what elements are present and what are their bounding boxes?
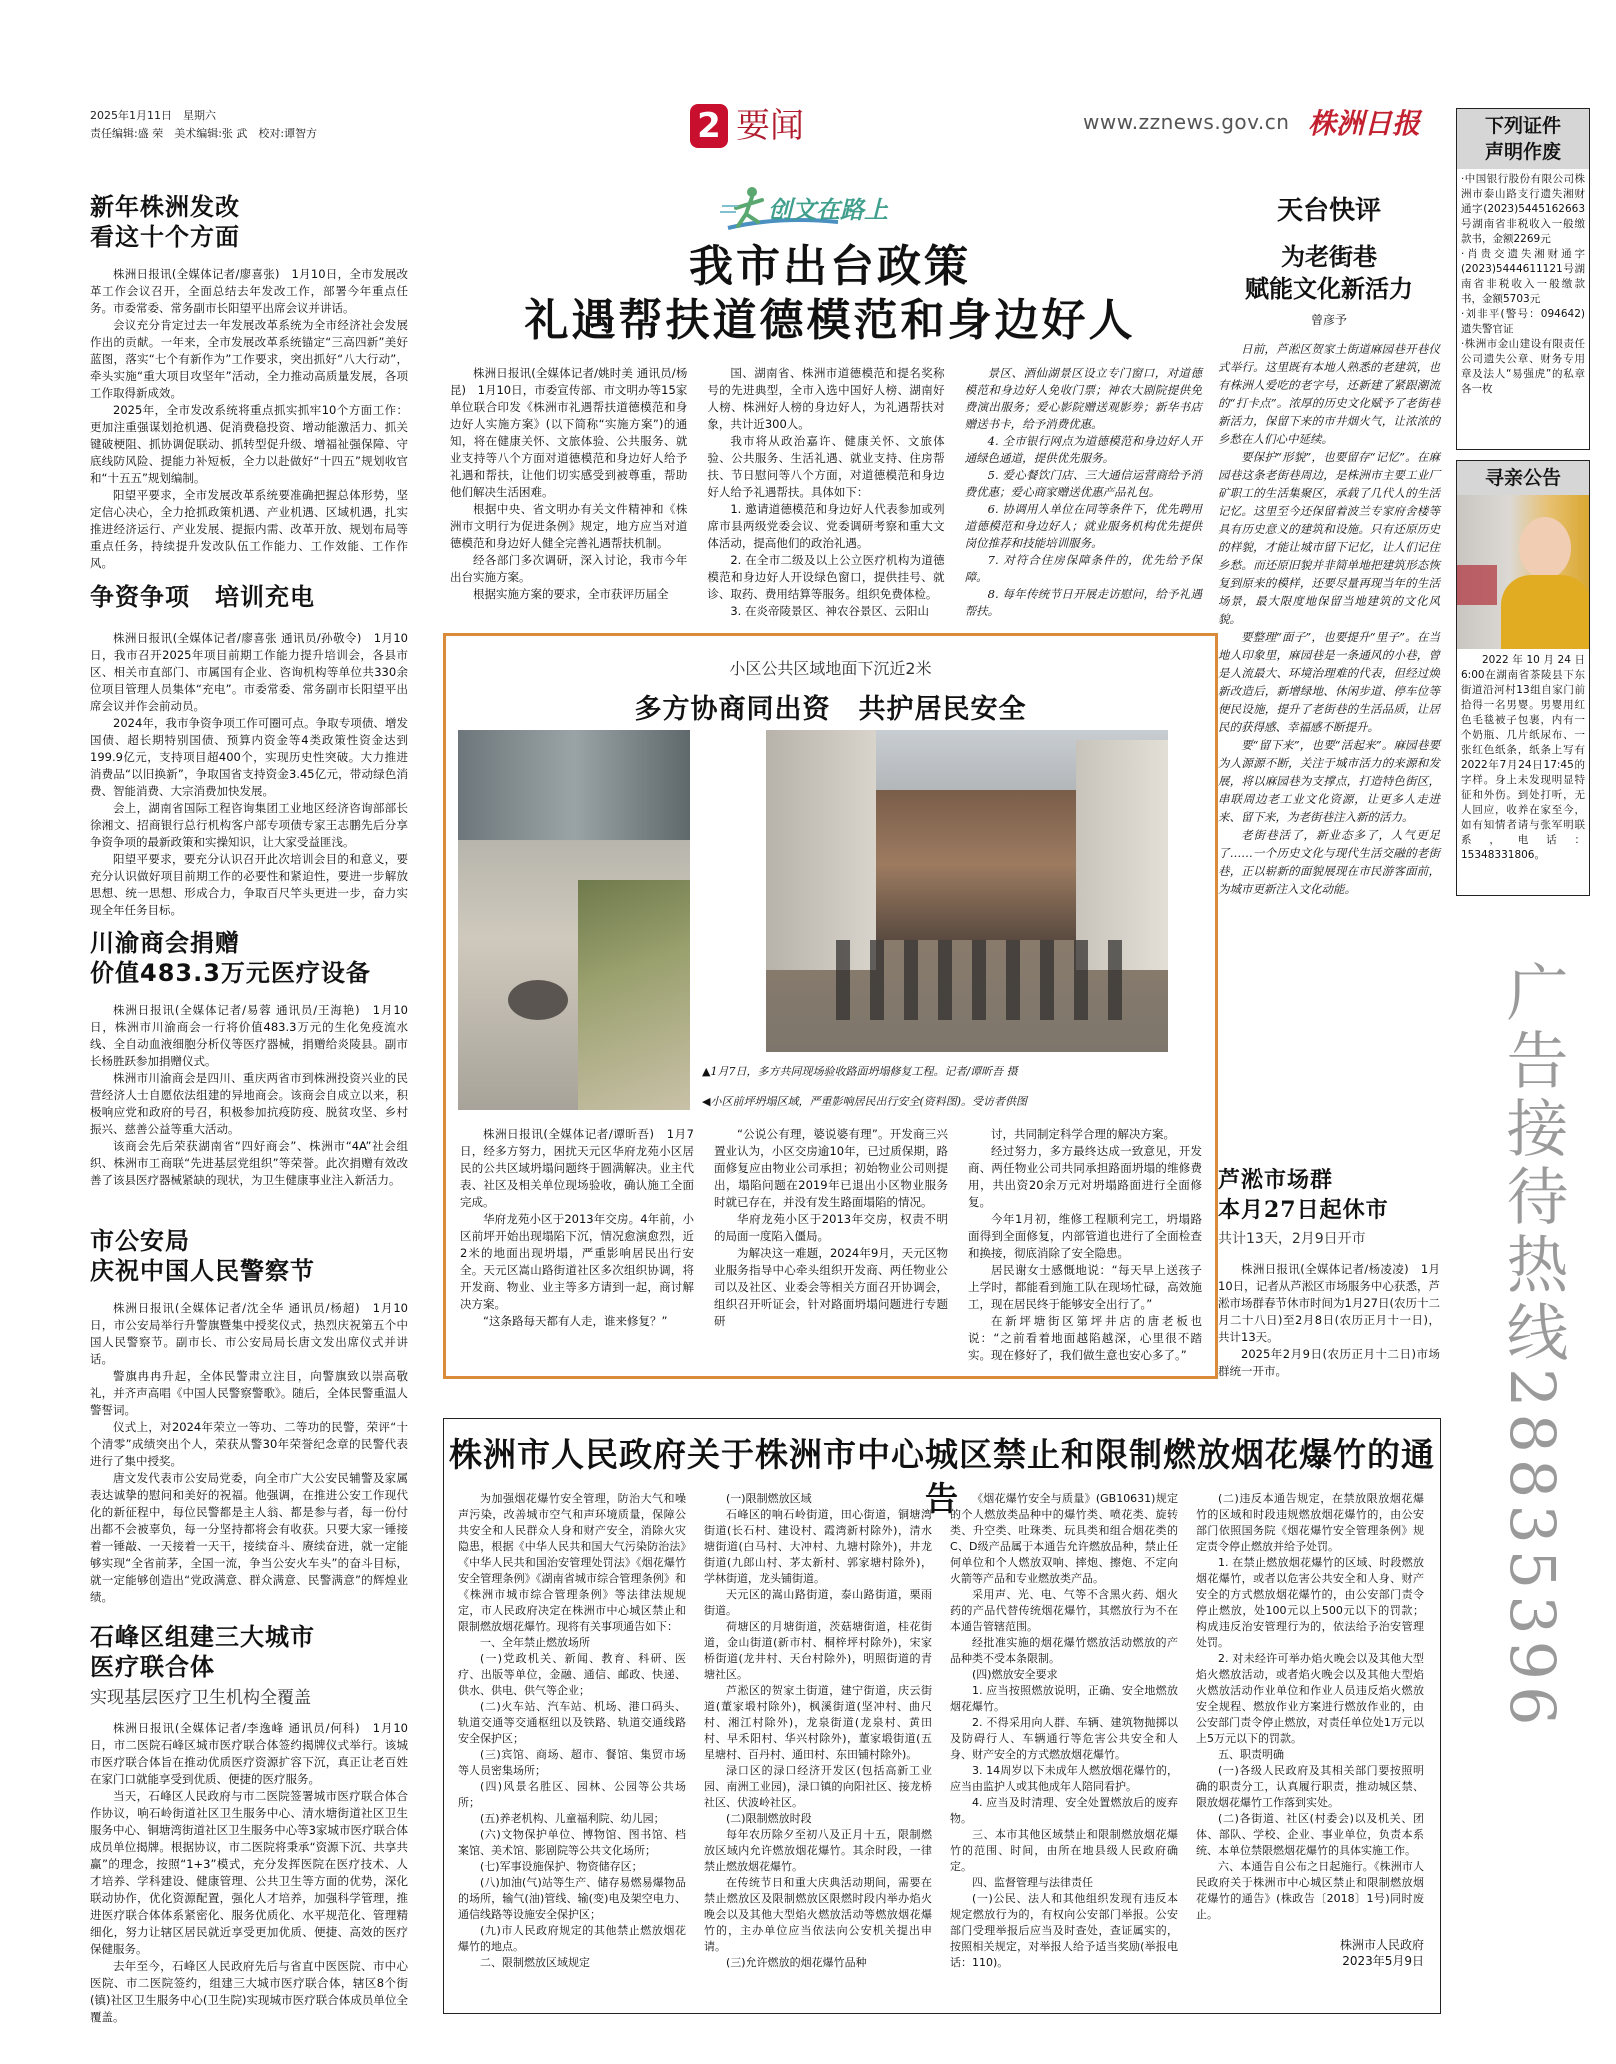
signature-date: 2023年5月9日 — [1342, 1954, 1424, 1968]
main-headline: 我市出台政策 礼遇帮扶道德模范和身边好人 — [524, 241, 1136, 346]
paragraph: 唐文发代表市公安局党委，向全市广大公安民辅警及家属表达诚挚的慰问和美好的祝福。他强调，在推进公安工作现代化的新征程中，每位民警都是主人翁、都是参与者，每一份付出都不会被辜负，每一分坚持都将会有收获。只要大家一锤接着一锤敲、一天接着一天干，接续奋斗、赓续奋进，就一定能够实现“全省前茅，全国一流，争当公安火车头”的奋斗目标，就一定能够创造出“党政满意、群众满意、民警满意”的辉煌业绩。 — [90, 1471, 408, 1604]
article-police — [90, 1226, 408, 1606]
paragraph: (四)风景名胜区、园林、公园等公共场所； — [458, 1780, 686, 1809]
paragraph: 芦淞区的贺家土街道，建宁街道，庆云街道(董家塅村除外)，枫溪街道(坚冲村、曲尺村、湘江村除外)，龙泉街道(龙泉村、黄田村、早禾阳村、华兴村除外)，董家塅街道(五星塘村、百丹村、通田村、东田铺村除外)。 — [704, 1684, 932, 1761]
void-notice-title: 下列证件 声明作废 — [1457, 109, 1589, 169]
baby-photo — [1457, 495, 1589, 649]
paragraph: 株洲市川渝商会是四川、重庆两省市到株洲投资兴业的民营经济人士自愿依法组建的异地商会。该商会自成立以来，积极响应党和政府的号召，积极参加抗疫防疫、脱贫攻坚、乡村振兴、慈善公益等重大活动。 — [90, 1071, 408, 1136]
article-body — [90, 266, 408, 572]
headline: 争资争项 培训充电 — [90, 583, 315, 611]
headline: 新年株洲发改 看这十个方面 — [90, 193, 240, 251]
paragraph: 今年1月初，维修工程顺利完工，坍塌路面得到全面修复，内部管道也进行了全面检查和换接，彻底消除了安全隐患。 — [968, 1212, 1202, 1260]
void-item: ·株洲市金山建设有限责任公司遗失公章、财务专用章及法人“易强虎”的私章各一枚 — [1461, 338, 1585, 395]
paragraph: 1. 邀请道德模范和身边好人代表参加或列席市县两级党委会议、党委调研考察和重大文体活动，提高他们的政治礼遇。 — [707, 502, 945, 550]
text-column — [968, 1126, 1202, 1364]
paragraph: (三)宾馆、商场、超市、餐馆、集贸市场等人员密集场所； — [458, 1748, 686, 1777]
paragraph: (九)市人民政府规定的其他禁止燃放烟花爆竹的地点。 — [458, 1924, 686, 1953]
editorial-headline: 为老街巷 赋能文化新活力 — [1245, 242, 1413, 303]
headline: 芦淞市场群 本月27日起休市 — [1218, 1167, 1389, 1223]
paragraph: 2. 不得采用向人群、车辆、建筑物抛掷以及防碍行人、车辆通行等危害公共安全和人身、财产安全的方式燃放烟花爆竹。 — [950, 1716, 1178, 1761]
paragraph: 会上，湖南省国际工程咨询集团工业地区经济咨询部部长徐湘文、招商银行总行机构客户部专项债专家王志鹏先后分享争资争项的最新政策和实操知识，让大家受益匪浅。 — [90, 801, 408, 849]
paragraph: 3. 14周岁以下未成年人燃放烟花爆竹的，应当由监护人或其他成年人陪同看护。 — [950, 1764, 1178, 1793]
void-item: ·肖贵交遗失湘财通字(2023)5444611121号湖南省非税收入一般缴款书，金额5703元 — [1461, 248, 1585, 305]
paragraph: 居民谢女士感慨地说：“每天早上送孩子上学时，都能看到施工队在现场忙碌，高效施工，现在居民终于能够安全出行了。” — [968, 1263, 1202, 1311]
article-body — [1218, 1261, 1440, 1380]
paragraph: 石峰区的响石岭街道，田心街道，铜塘湾街道(长石村、建设村、霞湾新村除外)，清水塘街道(白马村、大冲村、九塘村除外)，井龙街道(九郎山村、茅太新村、郭家塘村除外)，学林街道，龙头铺街道。 — [704, 1508, 932, 1585]
paragraph: (二)火车站、汽车站、机场、港口码头、轨道交通等交通枢纽以及铁路、轨道交通线路安全保护区； — [458, 1700, 686, 1745]
article-market — [1218, 1165, 1440, 1380]
article-shifeng — [90, 1622, 408, 2026]
paragraph: 国、湖南省、株洲市道德模范和提名奖称号的先进典型，全市入选中国好人榜、湖南好人榜、株洲好人榜的身边好人，为礼遇帮扶对象，共计近300人。 — [707, 366, 945, 431]
void-item: ·刘非平(警号：094642)遗失警官证 — [1461, 308, 1585, 335]
headline: 石峰区组建三大城市 医疗联合体 — [90, 1622, 315, 1681]
paragraph: 7. 对符合住房保障条件的，优先给予保障。 — [964, 553, 1202, 584]
paragraph: 《烟花爆竹安全与质量》(GB10631)规定的个人燃放类品种中的爆竹类、喷花类、旋转类、升空类、吐珠类、玩具类和组合烟花类的C、D级产品属于本通告允许燃放品种，禁止任何单位和个人燃放双响、摔炮、擦炮、不定向火箭等产品和专业燃放类产品。 — [950, 1492, 1178, 1585]
paragraph: 经批准实施的烟花爆竹燃放活动燃放的产品种类不受本条限制。 — [950, 1636, 1178, 1665]
subheadline: 共计13天，2月9日开市 — [1218, 1231, 1366, 1247]
editorial-body — [1218, 340, 1440, 898]
feature-body — [460, 1126, 1202, 1364]
paragraph: 讨，共同制定科学合理的解决方案。 — [991, 1127, 1175, 1141]
paragraph: 株洲日报讯(全媒体记者/廖喜张 通讯员/孙敬令) 1月10日，我市召开2025年项目前期工作能力提升培训会，各县市区、相关市直部门、市属国有企业、咨询机构等单位共330余位项目管理人员集体“充电”。市委常委、常务副市长阳望平出席会议并作会前动员。 — [90, 631, 408, 713]
paragraph: (一)公民、法人和其他组织发现有违反本规定燃放行为的，有权向公安部门举报。公安部门受理举报后应当及时查处，查证属实的，按照相关规定，对举报人给予适当奖励(举报电话：110)。 — [950, 1892, 1178, 1969]
paragraph: 我市将从政治嘉许、健康关怀、文旅体验、公共服务、生活礼遇、就业支持、住房帮扶、节日慰问等八个方面，对道德模范和身边好人给予礼遇帮扶。具体如下： — [707, 434, 945, 499]
newspaper-logo: 株洲日报 — [1308, 107, 1421, 140]
paragraph: 五、职责明确 — [1218, 1748, 1284, 1761]
paragraph: (一)限制燃放区域 — [726, 1492, 812, 1505]
editorial — [1218, 190, 1440, 898]
paragraph: 5. 爱心餐饮门店、三大通信运营商给予消费优惠；爱心商家赠送优惠产品礼包。 — [964, 468, 1202, 499]
photo-caption: ▲1月7日，多方共同现场验收路面坍塌修复工程。记者/谭昕吾 摄 — [702, 1065, 1018, 1078]
paragraph: (二)限制燃放时段 — [726, 1812, 812, 1825]
paragraph: 当天，石峰区人民政府与市二医院签署城市医疗联合体合作协议，响石岭街道社区卫生服务中心、清水塘街道社区卫生服务中心、铜塘湾街道社区卫生服务中心等3家城市医疗联合体成员单位揭牌。根据协议，市二医院将秉承“资源下沉、共享共赢”的理念，按照“1+3”模式，充分发挥医院在医疗技术、人才培养、学科建设、健康管理、公共卫生等方面的优势，深化联动协作，优化资源配置，强化人才培养，加强科学管理，推进医疗联合体体系紧密化、服务优质化、水平规范化、管理精细化，努力让辖区居民就近享受更加优质、便捷、高效的医疗保健服务。 — [90, 1789, 408, 1956]
feature-kicker: 小区公共区域地面下沉近2米 — [729, 659, 932, 678]
family-search-title: 寻亲公告 — [1457, 461, 1589, 495]
paragraph: 六、本通告自公布之日起施行。《株洲市人民政府关于株洲市中心城区禁止和限制燃放烟花爆竹的通告》(株政告〔2018〕1号)同时废止。 — [1196, 1860, 1424, 1921]
notice-body — [458, 1491, 1424, 1971]
text-column — [707, 365, 944, 620]
article-body — [90, 630, 408, 919]
void-notice-ad — [1456, 108, 1590, 450]
paragraph: 阳望平要求，要充分认识召开此次培训会目的和意义，要充分认识做好项目前期工作的必要性和紧迫性，要进一步解放思想、统一思想、形成合力，争取百尺竿头更进一步，奋力实现全年任务目标。 — [90, 852, 408, 917]
paragraph: 仪式上，对2024年荣立一等功、二等功的民警，荣评“十个清零”成绩突出个人，荣获从警30年荣誉纪念章的民警代表进行了集中授奖。 — [90, 1420, 408, 1468]
paragraph: 渌口区的渌口经济开发区(包括高新工业园、南洲工业园)，渌口镇的向阳社区、接龙桥社区、伏波岭社区。 — [704, 1764, 932, 1809]
paragraph: 二、限制燃放区域规定 — [480, 1956, 590, 1969]
article-body — [90, 1300, 408, 1606]
article-chuanyu — [90, 928, 408, 1189]
site-url[interactable]: www.zznews.gov.cn — [1083, 110, 1290, 134]
paragraph: 4. 应当及时清理、安全处置燃放后的废弃物。 — [950, 1796, 1178, 1825]
paragraph: 每年农历除夕至初八及正月十五，限制燃放区域内允许燃放烟花爆竹。其余时段，一律禁止燃放烟花爆竹。 — [704, 1828, 932, 1873]
text-column — [965, 365, 1202, 620]
paragraph: 景区、酒仙湖景区设立专门窗口，对道德模范和身边好人免收门票；神农大剧院提供免费演出服务；爱心影院赠送观影券；新华书店赠送书卡，给予消费优惠。 — [964, 366, 1202, 431]
paragraph: (二)各街道、社区(村委会)以及机关、团体、部队、学校、企业、事业单位，负责本系统、本单位禁限燃烟花爆竹的具体实施工作。 — [1196, 1812, 1424, 1857]
paragraph: 一、全年禁止燃放场所 — [480, 1636, 590, 1649]
feature-box — [443, 633, 1218, 1379]
article-fagai — [90, 192, 408, 572]
paragraph: 2025年2月9日(农历正月十二日)市场群统一开市。 — [1218, 1347, 1440, 1378]
paragraph: 1. 在禁止燃放烟花爆竹的区域、时段燃放烟花爆竹，或者以危害公共安全和人身、财产安全的方式燃放烟花爆竹的，由公安部门责令停止燃放，处100元以上500元以下的罚款；构成违反治安管理行为的，依法给予治安管理处罚。 — [1196, 1556, 1424, 1649]
paragraph: (一)各级人民政府及其相关部门要按照明确的职责分工，认真履行职责，推动城区禁、限放烟花爆竹工作落到实处。 — [1196, 1764, 1424, 1809]
paragraph: “公说公有理，婆说婆有理”。开发商三兴置业认为，小区交房逾10年，已过质保期，路面修复应由物业公司承担；初始物业公司则提出，塌陷问题在2019年已退出小区物业服务时就已存在，并没有发生路面塌陷的情况。 — [714, 1127, 948, 1209]
paragraph: 阳望平要求，全市发展改革系统要准确把握总体形势，坚定信心决心，全力抢抓政策机遇、产业机遇、区域机遇，扎实推进经济运行、产业发展、提振内需、改革开放、规划布局等重点任务，持续提升发改队伍工作能力、工作效能、工作作风。 — [90, 488, 408, 570]
section-title: 要闻 — [736, 106, 804, 146]
paragraph: 6. 协调用人单位在同等条件下，优先聘用道德模范和身边好人；就业服务机构优先提供岗位推荐和技能培训服务。 — [964, 502, 1202, 550]
paragraph: 1. 应当按照燃放说明，正确、安全地燃放烟花爆竹。 — [950, 1684, 1178, 1713]
paragraph: 经各部门多次调研，深入讨论，我市今年出台实施方案。 — [450, 553, 688, 584]
editorial-author: 曾彦予 — [1310, 313, 1347, 327]
paragraph: 采用声、光、电、气等不含黑火药、烟火药的产品代替传统烟花爆竹，其燃放行为不在本通告管辖范围。 — [950, 1588, 1178, 1633]
paragraph: 株洲日报讯(全媒体记者/姚时美 通讯员/杨昆) 1月10日，市委宣传部、市文明办等15家单位联合印发《株洲市礼遇帮扶道德模范和身边好人实施方案》(以下简称“实施方案”)的通知，将在健康关怀、文旅体验、公共服务、就业支持等八个方面对道德模范和身边好人给予礼遇和帮扶，让他们切实感受到被尊重，帮助他们解决生活困难。 — [450, 366, 688, 499]
paragraph: (四)燃放安全要求 — [972, 1668, 1058, 1681]
paragraph: (五)养老机构、儿童福利院、幼儿园； — [480, 1812, 665, 1825]
paragraph: 荷塘区的月塘街道，茨菇塘街道，桂花街道，金山街道(新市村、桐梓坪村除外)，宋家桥街道(龙井村、天台村除外)，明照街道的青塘社区。 — [704, 1620, 932, 1681]
paragraph: 警旗冉冉升起，全体民警肃立注目，向警旗致以崇高敬礼，并齐声高唱《中国人民警察警歌》。随后，全体民警重温人警誓词。 — [90, 1369, 408, 1417]
paragraph: 4. 全市银行网点为道德模范和身边好人开通绿色通道，提供优先服务。 — [964, 434, 1202, 465]
main-article-body — [450, 365, 1202, 620]
paragraph: (七)军事设施保护、物资储存区； — [480, 1860, 643, 1873]
paragraph: 经过努力，多方最终达成一致意见，开发商、两任物业公司共同承担路面坍塌的维修费用，共出资20余万元对坍塌路面进行全面修复。 — [968, 1144, 1202, 1209]
paragraph: 要整理“面子”，也要提升“里子”。在当地人印象里，麻园巷是一条通风的小巷，曾是人流最大、环境治理难的代表，但经过焕新改造后，新增绿地、休闲步道、停车位等便民设施，提升了老街巷的生活品质，让居民的获得感、幸福感不断提升。 — [1218, 630, 1440, 734]
inspection-photo — [766, 730, 1168, 1052]
paragraph: 要“留下来”，也要“活起来”。麻园巷要为人源源不断，关注于城市活力的来源和发展，将以麻园巷为支撑点，打造特色街区，串联周边老工业文化资源，让更多人走进来、留下来，为老街巷注入新的活力。 — [1218, 738, 1440, 824]
notice-signature — [1196, 1937, 1424, 1969]
paragraph: 华府龙苑小区于2013年交房，权责不明的局面一度陷入僵局。 — [714, 1212, 948, 1243]
paragraph: (六)文物保护单位、博物馆、图书馆、档案馆、美术馆、影剧院等公共文化场所； — [458, 1828, 686, 1857]
paragraph: 华府龙苑小区于2013年交房。4年前，小区前坪开始出现塌陷下沉，情况愈演愈烈，近2米的地面出现坍塌，严重影响居民出行安全。天元区嵩山路街道社区多次组织协调，将开发商、物业、业主等多方请到一起，商讨解决方案。 — [460, 1212, 694, 1311]
page-number-badge: 2 — [690, 104, 728, 148]
paragraph: 根据中央、省文明办有关文件精神和《株洲市文明行为促进条例》规定，地方应当对道德模范和身边好人健全完善礼遇帮扶机制。 — [450, 502, 688, 550]
paragraph: (一)党政机关、新闻、教育、科研、医疗、出版等单位，金融、通信、邮政、快递、供水、供电、供气等企业； — [458, 1652, 686, 1697]
paragraph: 天元区的嵩山路街道，泰山路街道，栗雨街道。 — [704, 1588, 932, 1617]
collapse-photo — [458, 730, 690, 1110]
paragraph: 三、本市其他区域禁止和限制燃放烟花爆竹的范围、时间，由所在地县级人民政府确定。 — [950, 1828, 1178, 1873]
chuangwen-column-logo — [718, 182, 918, 234]
paragraph: 该商会先后荣获湖南省“四好商会”、株洲市“4A”社会组织、株洲市工商联“先进基层党组织”等荣誉。此次捐赠有效改善了该县医疗器械紧缺的现状，为卫生健康事业注入新活力。 — [90, 1139, 408, 1187]
issue-date: 2025年1月11日 星期六 — [90, 109, 216, 122]
paragraph: 日前，芦淞区贺家土街道麻园巷开巷仪式举行。这里既有本地人熟悉的老建筑，也有株洲人爱吃的老字号，还新建了紧跟潮流的“打卡点”。浓厚的历史文化赋予了老街巷新活力，保留下来的市井烟火气，让浓浓的乡愁在人们心中延续。 — [1218, 342, 1440, 446]
text-column — [950, 1491, 1178, 1971]
paragraph: 株洲日报讯(全媒体记者/李逸峰 通讯员/何科) 1月10日，市二医院石峰区城市医疗联合体签约揭牌仪式举行。该城市医疗联合体旨在推动优质医疗资源扩容下沉，真正让老百姓在家门口就能享受到优质、便捷的医疗服务。 — [90, 1721, 408, 1786]
paragraph: 根据实施方案的要求，全市获评历届全 — [473, 587, 669, 601]
paragraph: (三)允许燃放的烟花爆竹品种 — [726, 1956, 867, 1969]
paragraph: 去年至今，石峰区人民政府先后与省直中医医院、市中心医院、市二医院签约，组建三大城市医疗联合体，辖区8个街(镇)社区卫生服务中心(卫生院)实现城市医疗联合体成员单位全覆盖。 — [90, 1959, 408, 2024]
fireworks-notice — [443, 1418, 1441, 2014]
paragraph: 为加强烟花爆竹安全管理，防治大气和噪声污染，改善城市空气和声环境质量，保障公共安全和人民群众人身和财产安全，消除火灾隐患，根据《中华人民共和国大气污染防治法》《中华人民共和国治安管理处罚法》《烟花爆竹安全管理条例》《湖南省城市综合管理条例》和《株洲市城市综合管理条例》等法律法规规定，市人民政府决定在株洲市中心城区禁止和限制燃放烟花爆竹。现将有关事项通告如下： — [458, 1492, 686, 1633]
paragraph: “这条路每天都有人走，谁来修复？” — [483, 1314, 668, 1328]
feature-headline: 多方协商同出资 共护居民安全 — [634, 694, 1027, 725]
paragraph: 四、监督管理与法律责任 — [972, 1876, 1093, 1889]
photo-caption: ◀小区前坪坍塌区域，严重影响居民出行安全(资料图)。受访者供图 — [702, 1095, 1028, 1108]
paragraph: 株洲日报讯(全媒体记者/廖喜张) 1月10日，全市发展改革工作会议召开，全面总结去年发改工作，部署今年重点任务。市委常委、常务副市长阳望平出席会议并讲话。 — [90, 267, 408, 315]
paragraph: 3. 在炎帝陵景区、神农谷景区、云阳山 — [730, 604, 929, 618]
text-column — [704, 1491, 932, 1971]
paragraph: 株洲日报讯(全媒体记者/谭昕吾) 1月7日，经多方努力，困扰天元区华府龙苑小区居民的公共区域坍塌问题终于圆满解决。业主代表、社区及相关单位现场验收，确认施工全面完成。 — [460, 1127, 694, 1209]
paragraph: 在新坪塘街区第坪井店的唐老板也说：“之前看着地面越陷越深，心里很不踏实。现在修好了，我们做生意也安心多了。” — [968, 1314, 1202, 1362]
paragraph: 株洲日报讯(全媒体记者/杨凌凌) 1月10日，记者从芦淞区市场服务中心获悉，芦淞市场群春节休市时间为1月27日(农历十二月二十八日)至2月8日(农历正月十一日)，共计13天。 — [1218, 1262, 1440, 1344]
paragraph: 要保护“形貌”，也要留存“记忆”。在麻园巷这条老街巷周边，是株洲市主要工业厂矿职工的生活集聚区，承载了几代人的生活记忆。这里至今还保留着波兰专家府舍楼等具有历史意义的建筑和设施。只有还原历史的样貌，才能让城市留下记忆，让人们记住乡愁。而还原旧貌并非简单地把建筑形态恢复到原来的模样，还要尽量再现当年的生活场景，最大限度地保留当地建筑的文化风貌。 — [1218, 450, 1440, 626]
family-search-ad — [1456, 460, 1590, 896]
signature-org: 株洲市人民政府 — [1339, 1938, 1424, 1952]
paragraph: 会议充分肯定过去一年发展改革系统为全市经济社会发展作出的贡献。一年来，全市发展改革系统锚定“三高四新”美好蓝图，落实“七个有新作为”工作要求，突出抓好“八大行动”，牵头实施“重大项目攻坚年”活动，全力推动高质量发展，各项工作取得新成效。 — [90, 318, 408, 400]
text-column — [1196, 1491, 1424, 1923]
void-item: ·中国银行股份有限公司株洲市泰山路支行遗失湘财通字(2023)5445162663号湖南省非税收入一般缴款书，金额2269元 — [1461, 173, 1585, 245]
paragraph: (二)违反本通告规定，在禁放限放烟花爆竹的区域和时段违规燃放烟花爆竹的，由公安部门依照国务院《烟花爆竹安全管理条例》规定责令停止燃放并给予处罚。 — [1196, 1492, 1424, 1553]
paragraph: 2025年，全市发改系统将重点抓实抓牢10个方面工作：更加注重强谋划抢机遇、促消费稳投资、增动能激活力、抓关键破梗阻、抓协调促联动、抓转型促升级、增福祉强保障、守底线防风险、提能力补短板，全力以赴做好“十四五”规划收官和“十五五”规划编制。 — [90, 403, 408, 485]
paragraph: 为解决这一难题，2024年9月，天元区物业服务指导中心牵头组织开发商、两任物业公司以及社区、业委会等相关方面召开协调会，组织召开听证会，针对路面坍塌问题进行专题研 — [714, 1246, 948, 1328]
text-column — [714, 1126, 948, 1364]
ad-hotline: 广告接待热线28835396 — [1496, 960, 1569, 1732]
text-column — [460, 1126, 694, 1364]
paragraph: 2. 在全市二级及以上公立医疗机构为道德模范和身边好人开设绿色窗口，提供挂号、就诊、取药、费用结算等服务。组织免费体检。 — [707, 553, 945, 601]
notice-title: 株洲市人民政府关于株洲市中心城区禁止和限制燃放烟花爆竹的通告 — [449, 1435, 1435, 1518]
column-logo-text: 创文在路上 — [768, 196, 888, 224]
paragraph: 老街巷活了，新业态多了，人气更足了……一个历史文化与现代生活交融的老街巷，正以崭新的面貌展现在市民游客面前，为城市更新注入文化动能。 — [1218, 828, 1440, 896]
paragraph: 8. 每年传统节日开展走访慰问，给予礼遇帮扶。 — [964, 587, 1202, 618]
editorial-column-logo: 天台快评 — [1276, 196, 1381, 226]
paragraph: 株洲日报讯(全媒体记者/沈全华 通讯员/杨超) 1月10日，市公安局举行升警旗暨集中授奖仪式，热烈庆祝第五个中国人民警察节。副市长、市公安局局长唐文发出席仪式并讲话。 — [90, 1301, 408, 1366]
headline: 市公安局 庆祝中国人民警察节 — [90, 1227, 315, 1285]
text-column — [458, 1491, 686, 1971]
article-body — [90, 1002, 408, 1189]
article-zizheng — [90, 582, 408, 919]
editors-line: 责任编辑:盛 荣 美术编辑:张 武 校对:谭智方 — [90, 127, 318, 140]
article-body — [90, 1720, 408, 2026]
family-search-text: 2022年10月24日6:00在湖南省茶陵县下东街道沿河村13组自家门前拾得一名男婴。男婴用红色毛毯被子包裹，内有一个奶瓶、几片纸尿布、一张红色纸条，纸条上写有2022年7月24日17:45的字样。身上未发现明显特征和外伤。到处打听，无人回应，收养在家至今，如有知情者请与张军明联系，电话：15348331806。 — [1461, 654, 1585, 861]
paragraph: 2. 对未经许可举办焰火晚会以及其他大型焰火燃放活动，或者焰火晚会以及其他大型焰火燃放活动作业单位和作业人员违反焰火燃放安全规程、燃放作业方案进行燃放作业的，由公安部门责令停止燃放，对责任单位处1万元以上5万元以下的罚款。 — [1196, 1652, 1424, 1745]
paragraph: 2024年，我市争资争项工作可圈可点。争取专项债、增发国债、超长期特别国债、预算内资金等4类政策性资金达到199.9亿元，支持项目超400个，实现历史性突破。大力推进消费品“以旧换新”，争取国省支持资金3.45亿元，带动绿色消费、智能消费、大宗消费加快发展。 — [90, 716, 408, 798]
paragraph: 株洲日报讯(全媒体记者/易蓉 通讯员/王海艳) 1月10日，株洲市川渝商会一行将价值483.3万元的生化免疫流水线、全自动血液细胞分析仪等医疗器械，捐赠给炎陵县。副市长杨胜跃参加捐赠仪式。 — [90, 1003, 408, 1068]
paragraph: 在传统节日和重大庆典活动期间，需要在禁止燃放区及限制燃放区限燃时段内举办焰火晚会以及其他大型焰火燃放活动等燃放烟花爆竹的，主办单位应当依法向公安机关提出申请。 — [704, 1876, 932, 1953]
text-column — [450, 365, 687, 620]
paragraph: (八)加油(气)站等生产、储存易燃易爆物品的场所，输气(油)管线、输(变)电及架空电力、通信线路等设施安全保护区； — [458, 1876, 686, 1921]
headline: 川渝商会捐赠 价值483.3万元医疗设备 — [90, 929, 371, 987]
subheadline: 实现基层医疗卫生机构全覆盖 — [90, 1688, 311, 1708]
